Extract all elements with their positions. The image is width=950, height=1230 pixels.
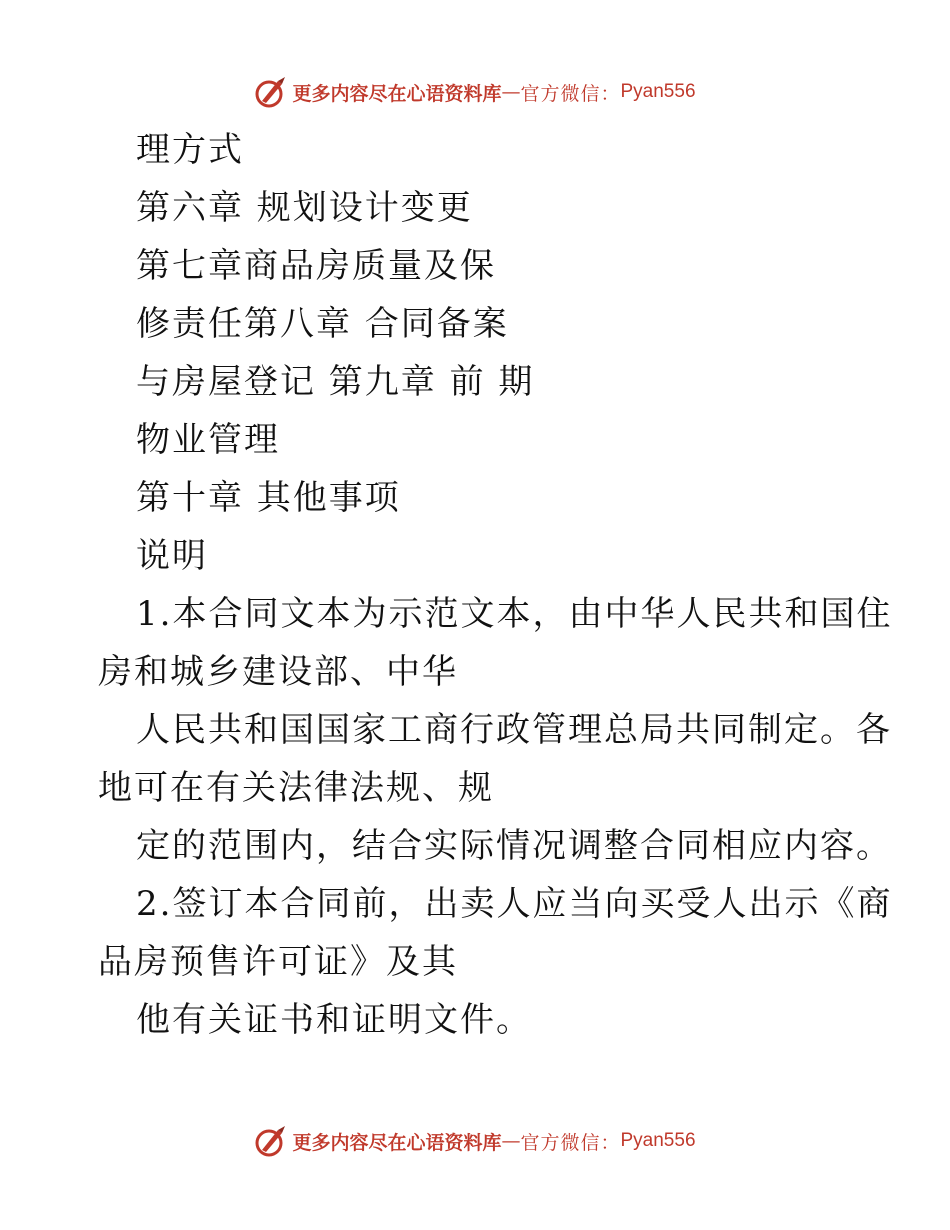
- body-line: 品房预售许可证》及其: [98, 942, 458, 982]
- banner-wechat-id: Pyan556: [620, 1130, 696, 1151]
- body-line: 第六章 规划设计变更: [136, 188, 473, 228]
- banner-dash: —: [501, 1130, 521, 1152]
- body-line: 第十章 其他事项: [136, 478, 401, 518]
- quill-pen-logo-icon: [254, 1124, 288, 1158]
- body-line: 房和城乡建设部、中华: [98, 652, 458, 692]
- banner-brand-text: 更多内容尽在心语资料库: [292, 1131, 502, 1154]
- banner-wechat-label: 官方微信：: [520, 82, 621, 105]
- footer-banner: [0, 1121, 950, 1161]
- quill-pen-logo-icon: [254, 75, 288, 109]
- body-line: 物业管理: [136, 420, 280, 460]
- banner-wechat-id: Pyan556: [620, 81, 696, 102]
- body-line: 1.本合同文本为示范文本，由中华人民共和国住: [136, 594, 893, 634]
- body-line: 地可在有关法律法规、规: [98, 768, 494, 808]
- body-line: 他有关证书和证明文件。: [136, 1000, 532, 1040]
- body-line: 理方式: [136, 130, 244, 170]
- banner-brand-text: 更多内容尽在心语资料库: [292, 82, 502, 105]
- body-line: 与房屋登记 第九章 前 期: [136, 362, 535, 402]
- body-line: 人民共和国国家工商行政管理总局共同制定。各: [136, 710, 892, 750]
- body-line: 2.签订本合同前，出卖人应当向买受人出示《商: [136, 884, 893, 924]
- body-line: 第七章商品房质量及保: [136, 246, 496, 286]
- body-line: 修责任第八章 合同备案: [136, 304, 509, 344]
- banner-wechat-label: 官方微信：: [520, 1131, 621, 1154]
- body-line: 定的范围内，结合实际情况调整合同相应内容。: [136, 826, 892, 866]
- header-banner: [0, 72, 950, 112]
- body-line: 说明: [136, 536, 208, 576]
- banner-dash: —: [501, 81, 521, 103]
